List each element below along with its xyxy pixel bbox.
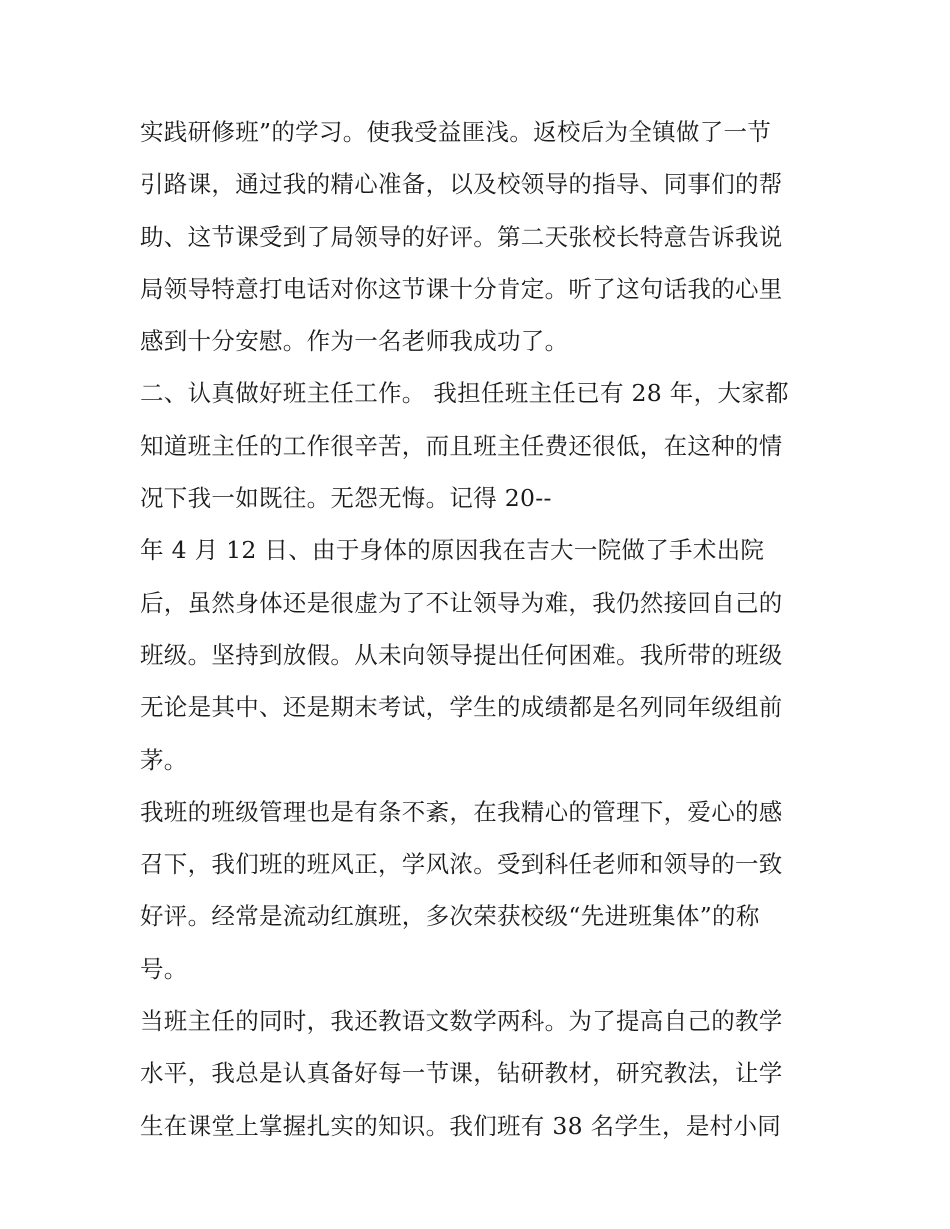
text-line: 我班的班级管理也是有条不紊，在我精心的管理下，爱心的感 <box>140 797 783 826</box>
text-line: 无论是其中、还是期末考试，学生的成绩都是名列同年级组前 <box>140 693 783 722</box>
text-line: 当班主任的同时，我还教语文数学两科。为了提高自己的教学 <box>140 1007 783 1036</box>
text-line: 好评。经常是流动红旗班，多次荣获校级“先进班集体”的称 <box>140 902 760 931</box>
text-line: 局领导特意打电话对你这节课十分肯定。听了这句话我的心里 <box>140 274 783 303</box>
text-line: 引路课，通过我的精心准备，以及校领导的指导、同事们的帮 <box>140 170 783 199</box>
text-line: 二、认真做好班主任工作。 我担任班主任已有 28 年，大家都 <box>140 379 789 408</box>
text-line: 况下我一如既往。无怨无悔。记得 20-- <box>140 484 552 513</box>
text-line: 生在课堂上掌握扎实的知识。我们班有 38 名学生，是村小同 <box>140 1111 782 1140</box>
text-line: 茅。 <box>140 745 188 774</box>
text-line: 知道班主任的工作很辛苦，而且班主任费还很低，在这种的情 <box>140 431 783 460</box>
text-line: 召下，我们班的班风正，学风浓。受到科任老师和领导的一致 <box>140 850 783 879</box>
text-line: 助、这节课受到了局领导的好评。第二天张校长特意告诉我说 <box>140 222 783 251</box>
text-line: 后，虽然身体还是很虚为了不让领导为难，我仍然接回自己的 <box>140 588 783 617</box>
text-line: 年 4 月 12 日、由于身体的原因我在吉大一院做了手术出院 <box>140 536 765 565</box>
body-text <box>140 106 830 1152</box>
text-line: 水平，我总是认真备好每一节课，钻研教材，研究教法，让学 <box>140 1059 783 1088</box>
text-line: 感到十分安慰。作为一名老师我成功了。 <box>140 327 569 356</box>
text-line: 班级。坚持到放假。从未向领导提出任何困难。我所带的班级 <box>140 640 783 669</box>
text-line: 号。 <box>140 954 188 983</box>
text-line: 实践研修班”的学习。使我受益匪浅。返校后为全镇做了一节 <box>140 118 772 146</box>
